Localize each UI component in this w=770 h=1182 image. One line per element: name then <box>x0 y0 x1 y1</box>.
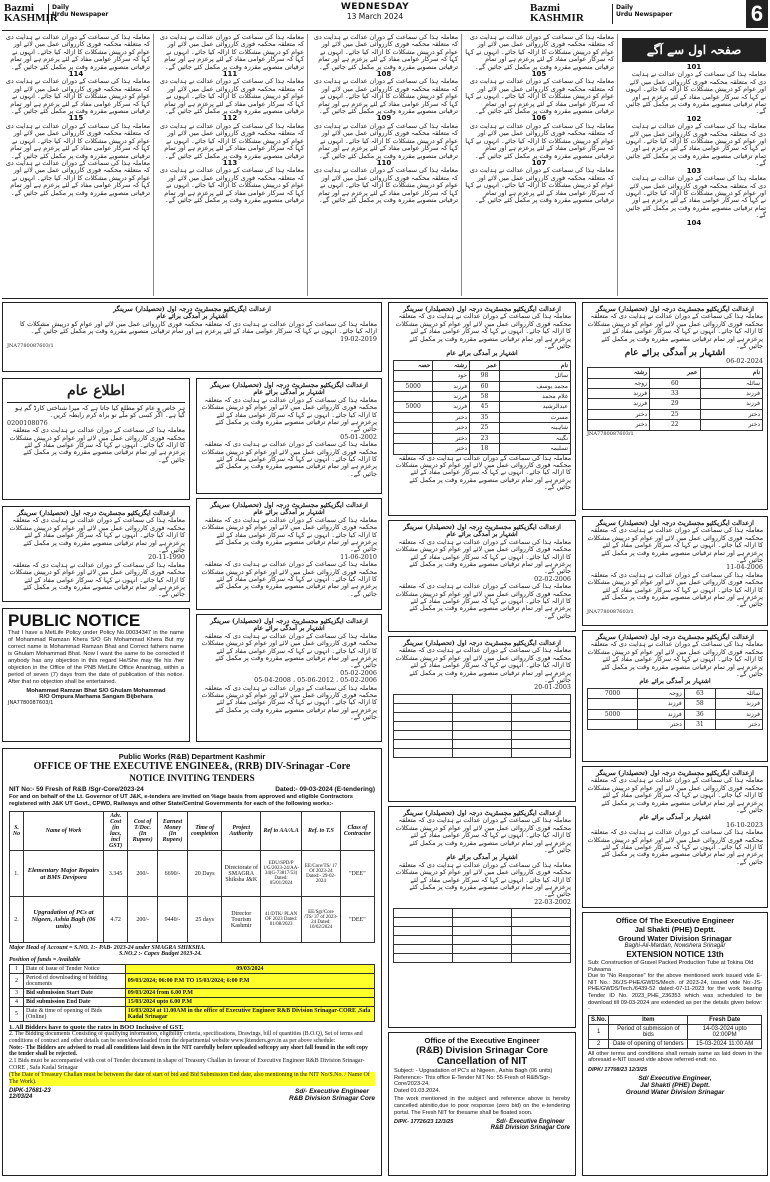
cancel-body: The work mentioned in the subject and reference above is hereby cancelled abinitio,due to poor response (zero bid) on the e-tendering portal. The Fresh NIT for thesame shall be floated soon. <box>394 1096 570 1116</box>
notice-body: معاملہ ہذا کی سماعت کے دوران عدالت نے ہدایت دی کہ متعلقہ محکمہ فوری کارروائی عمل میں لائے اور عوام کو درپیش مشکلات کا ازالہ کیا جائے۔ انہوں نے کہا کہ سرکار عوامی مفاد کے لئے پرعزم ہے اور تمام ترقیاتی منصوبے مقررہ وقت پر مکمل کئے جائیں گے۔ <box>9 560 185 599</box>
article-text: معاملہ ہذا کی سماعت کے دوران عدالت نے ہدایت دی کہ متعلقہ محکمہ فوری کارروائی عمل میں لائے اور عوام کو درپیش مشکلات کا ازالہ کیا جائے۔ انہوں نے کہا کہ سرکار عوامی مفاد کے لئے پرعزم ہے اور تمام ترقیاتی منصوبے مقررہ وقت پر مکمل کئے جائیں گے۔ <box>465 34 614 71</box>
tender-major-head: Major Head of Account = S.NO. 1:- PAB- 2023-24 under SMAGRA SHIKSHA. <box>9 945 206 951</box>
notice-date: 20-11-1990 <box>148 553 185 562</box>
article-number: 112 <box>222 114 238 123</box>
notice-date: 06-02-2024 <box>726 356 763 365</box>
jal-title-2: Jal Shakti (PHE) Deptt. <box>634 925 716 934</box>
court-header: ازعدالت ایگزیکٹیو مجسٹریٹ درجہ اول (تحصیلدار) سرینگر <box>113 305 271 313</box>
table-row: فرزند 58 فرزند <box>588 699 763 709</box>
court-header: ازعدالت ایگزیکٹیو مجسٹریٹ درجہ اول (تحصیلدار) سرینگر <box>596 305 754 313</box>
tender-note-1: 1. All Bidders have to quote the rates in BOO Inclusive of GST. <box>9 1024 184 1031</box>
col-header: Ref to AA/A.A <box>261 812 302 851</box>
logo-kashmir: KASHMIR <box>4 12 58 24</box>
article-text: معاملہ ہذا کی سماعت کے دوران عدالت نے ہدایت دی کہ متعلقہ محکمہ فوری کارروائی عمل میں لائے اور عوام کو درپیش مشکلات کا ازالہ کیا جائے۔ انہوں نے کہا کہ سرکار عوامی مفاد کے لئے پرعزم ہے اور تمام ترقیاتی منصوبے مقررہ وقت پر مکمل کئے جائیں گے۔ <box>313 121 458 160</box>
legal-notice-5 <box>196 614 382 742</box>
jal-footer: All other terms and conditions shall remain same as laid down in the aforesaid e-NIT issued vide above referred endt: no. <box>588 1050 762 1064</box>
court-header: ازعدالت ایگزیکٹیو مجسٹریٹ درجہ اول (تحصیلدار) سرینگر <box>210 381 368 389</box>
table-row: 1. Elementary Major Repairs at BMS Devipora 3.345 200/- 6690/- 20 Days Directorate of SMAGRA Shiksha J&K EDU/SPD/P 1/G/2023-24/AA-34(G-73817/53) Dated: 05/01/2024 EE/Core/TS/ 17 Of 2023-24 Dated:- 29-02-2024 "DEE" <box>10 851 375 897</box>
notice-body: معاملہ ہذا کی سماعت کے دوران عدالت نے ہدایت دی کہ متعلقہ محکمہ فوری کارروائی عمل میں لائے اور عوام کو درپیش مشکلات کا ازالہ کیا جائے۔ انہوں نے کہا کہ سرکار عوامی مفاد کے لئے پرعزم ہے اور تمام ترقیاتی منصوبے مقررہ وقت پر مکمل کئے جائیں گے۔ <box>201 631 377 670</box>
article-number: 115 <box>68 114 84 123</box>
logo-bazmi: Bazmi <box>4 2 34 14</box>
col-header: Adv. Cost (in lacs, incl GST) <box>104 812 128 851</box>
col-header: Fresh Date <box>688 1015 762 1024</box>
cancellation-notice <box>388 1032 576 1176</box>
notice-date: 11-04-2006 <box>726 563 763 572</box>
article-column-4 <box>464 34 614 296</box>
notice-body: معاملہ ہذا کی سماعت کے دوران عدالت نے ہدایت دی کہ متعلقہ محکمہ فوری کارروائی عمل میں لائے اور عوام کو درپیش مشکلات کا ازالہ کیا جائے۔ انہوں نے کہا کہ سرکار عوامی مفاد کے لئے پرعزم ہے اور تمام ترقیاتی منصوبے مقررہ وقت پر مکمل کئے جائیں گے۔ <box>395 860 571 899</box>
page-number: 6 <box>746 0 768 28</box>
notice-body: معاملہ ہذا کی سماعت کے دوران عدالت نے ہدایت دی کہ متعلقہ محکمہ فوری کارروائی عمل میں لائے اور عوام کو درپیش مشکلات کا ازالہ کیا جائے۔ انہوں نے کہا کہ سرکار عوامی مفاد کے لئے پرعزم ہے اور تمام ترقیاتی منصوبے مقررہ وقت پر مکمل کئے جائیں گے۔ <box>587 312 763 351</box>
col-header: رشتہ <box>433 360 470 370</box>
notice-title: اشتہار بر آمدگی برائے عام <box>253 508 325 517</box>
table-row: مسرت 35 دختر <box>394 412 571 422</box>
notice-title: اشتہار بر آمدگی برائے عام <box>624 348 726 359</box>
notice-body: معاملہ ہذا کی سماعت کے دوران عدالت نے ہدایت دی کہ متعلقہ محکمہ فوری کارروائی عمل میں لائے اور عوام کو درپیش مشکلات کا ازالہ کیا جائے۔ انہوں نے کہا کہ سرکار عوامی مفاد کے لئے پرعزم ہے اور تمام ترقیاتی منصوبے مقررہ وقت پر مکمل کئے جائیں گے۔ <box>395 582 571 620</box>
tender-note-2: 2. The Bidding documents Consisting of qualifying information, eligibility criteria, specifications, Drawings, bill of quantities (B.O.Q), Set of terms and conditions of contract and other details can be seen/downloaded from the departmental website www.jktenders.gov.in as per above schedule: <box>9 1031 363 1044</box>
court-header: ازعدالت ایگزیکٹیو مجسٹریٹ درجہ اول (تحصیلدار) سرینگر <box>596 769 754 777</box>
notice-body: معاملہ ہذا کی سماعت کے دوران عدالت نے ہدایت دی کہ متعلقہ محکمہ فوری کارروائی عمل میں لائے اور عوام کو درپیش مشکلات کا ازالہ کیا جائے۔ انہوں نے کہا کہ سرکار عوامی مفاد کے لئے پرعزم ہے اور تمام ترقیاتی منصوبے مقررہ وقت پر مکمل کئے جائیں گے۔ <box>9 516 185 555</box>
article-number: 106 <box>531 114 547 123</box>
dipk-date: 12/03/24 <box>9 1094 33 1101</box>
table-row: فرزند 36 فرزند 5000 <box>588 709 763 719</box>
legal-notice-7 <box>388 636 576 802</box>
notice-body: معاملہ ہذا کی سماعت کے دوران عدالت نے ہدایت دی کہ متعلقہ محکمہ فوری کارروائی عمل میں لائے اور عوام کو درپیش مشکلات کا ازالہ کیا جائے۔ انہوں نے کہا کہ سرکار عوامی مفاد کے لئے پرعزم ہے اور تمام ترقیاتی منصوبے مقررہ وقت پر مکمل کئے جائیں گے۔ <box>201 560 377 598</box>
court-header: ازعدالت ایگزیکٹیو مجسٹریٹ درجہ اول (تحصیلدار) سرینگر <box>17 509 175 517</box>
article-text: معاملہ ہذا کی سماعت کے دوران عدالت نے ہدایت دی کہ متعلقہ محکمہ فوری کارروائی عمل میں لائے اور عوام کو درپیش مشکلات کا ازالہ کیا جائے۔ انہوں نے کہا کہ سرکار عوامی مفاد کے لئے پرعزم ہے اور تمام ترقیاتی منصوبے مقررہ وقت پر مکمل کئے جائیں گے۔ <box>313 77 458 116</box>
article-text: معاملہ ہذا کی سماعت کے دوران عدالت نے ہدایت دی کہ متعلقہ محکمہ فوری کارروائی عمل میں لائے اور عوام کو درپیش مشکلات کا ازالہ کیا جائے۔ انہوں نے کہا کہ سرکار عوامی مفاد کے لئے پرعزم ہے اور تمام ترقیاتی منصوبے مقررہ وقت پر مکمل کئے جائیں گے۔ <box>159 166 304 204</box>
heirs-table-c <box>587 688 763 731</box>
notice-date: 11-06-2010 <box>340 552 377 561</box>
tender-notice <box>2 748 382 1176</box>
table-row: سائلہ 63 زوجہ 7000 <box>588 688 763 698</box>
public-notice-address: R/O Ompura Marhama Sangam Bijbehara <box>39 694 153 700</box>
table-row: 2. Upgradation of PCs at Nigeen, Ashia Bagh (06 units) 4.72 200/- 9440/- 25 days Director Tourism Kashmir 41/DTK/ PLAN OF 2023 Dated: 01/08/2023 EE/Sgr/Core /TS/ 37 of 2023-24 Dated: 10/02/2024 "DEE" <box>10 897 375 943</box>
dipk-code: DIPK/ 17708/23 <box>588 1066 628 1073</box>
tender-major-head-2: S.NO.2 :- Capex Budget 2023-24. <box>119 951 202 957</box>
col-header: عمر <box>650 368 700 378</box>
col-header: نام <box>700 368 762 378</box>
article-column-5 <box>622 64 766 296</box>
notice-body: معاملہ ہذا کی سماعت کے دوران عدالت نے ہدایت دی کہ متعلقہ محکمہ فوری کارروائی عمل میں لائے اور عوام کو درپیش مشکلات کا ازالہ کیا جائے۔ انہوں نے کہا کہ سرکار عوامی مفاد کے لئے پرعزم ہے اور تمام ترقیاتی منصوبے مقررہ وقت پر مکمل کئے جائیں گے۔ <box>395 646 571 685</box>
col-header: Ref. to T.S <box>302 812 341 851</box>
table-row: 1 Date of Issue of Tender Notice 09/03/2024 <box>10 965 375 974</box>
table-row: 4 Bid submission End Date 15/03/2024 upto 6.00 P.M <box>10 998 375 1007</box>
col-header: Time of completion <box>187 812 221 851</box>
table-row: شاہینہ 25 دختر <box>394 423 571 433</box>
table-row: 5 Date & time of opening of Bids (Online) 16/03/2024 at 11.00AM in the office of Executive Engineer R&B Division Srinagar-CORE ,Safa Kadal Srinagar <box>10 1007 375 1022</box>
col-header: حصہ <box>394 360 433 370</box>
court-header: ازعدالت ایگزیکٹیو مجسٹریٹ درجہ اول (تحصیلدار) سرینگر <box>403 809 561 817</box>
ad-code: JNA7780087603/1 <box>7 343 54 350</box>
col-header: S.No. <box>589 1015 609 1024</box>
table-row: دختر 25 دختر <box>588 409 763 419</box>
notice-body: معاملہ ہذا کی سماعت کے دوران عدالت نے ہدایت دی کہ متعلقہ محکمہ فوری کارروائی عمل میں لائے اور عوام کو درپیش مشکلات کا ازالہ کیا جائے۔ انہوں نے کہا کہ سرکار عوامی مفاد کے لئے پرعزم ہے اور تمام ترقیاتی منصوبے مقررہ وقت پر مکمل کئے جائیں گے۔ <box>395 312 571 351</box>
tender-department: Public Works (R&B) Department Kashmir <box>118 752 266 761</box>
legal-notice-table-c <box>582 630 768 762</box>
table-row: عبدالرشید 45 فرزند 5000 <box>394 402 571 412</box>
article-text: معاملہ ہذا کی سماعت کے دوران عدالت نے ہدایت دی کہ متعلقہ محکمہ فوری کارروائی عمل میں لائے اور عوام کو درپیش مشکلات کا ازالہ کیا جائے۔ انہوں نے کہا کہ سرکار عوامی مفاد کے لئے پرعزم ہے اور تمام ترقیاتی منصوبے مقررہ وقت پر مکمل کئے جائیں گے۔ <box>313 166 458 204</box>
table-row: دختر 31 دختر <box>588 720 763 730</box>
court-header: ازعدالت ایگزیکٹیو مجسٹریٹ درجہ اول (تحصیلدار) سرینگر <box>596 633 754 641</box>
notice-title: اشتہار بر آمدگی برائے عام <box>253 624 325 633</box>
table-row: تسلیمہ 18 دختر <box>394 444 571 454</box>
col-header: S. No <box>10 812 24 851</box>
masthead-logo-left <box>4 2 58 24</box>
court-header: ازعدالت ایگزیکٹیو مجسٹریٹ درجہ اول (تحصیلدار) سرینگر <box>403 639 561 647</box>
masthead-date: 13 March 2024 <box>346 12 404 21</box>
tender-nit-number: NIT No:- 59 Fresh of R&B /Sgr-Core/2023-24 <box>9 786 144 793</box>
article-number: 114 <box>68 70 84 79</box>
jal-address: Baghi-Ali-Mardan, Nowshera Srinagar <box>624 943 726 949</box>
notice-date-list: 05-02-2006 ، 05-06-2012 ، 05-04-2008 <box>254 676 377 685</box>
jal-extension-title: EXTENSION NOTICE 13th <box>626 950 724 959</box>
notice-body: معاملہ ہذا کی سماعت کے دوران عدالت نے ہدایت دی کہ متعلقہ محکمہ فوری کارروائی عمل میں لائے اور عوام کو درپیش مشکلات کا ازالہ کیا جائے۔ انہوں نے کہا کہ سرکار عوامی مفاد کے لئے پرعزم ہے اور تمام ترقیاتی منصوبے مقررہ وقت پر مکمل کئے جائیں گے۔ <box>201 440 377 478</box>
jal-title-3: Ground Water Division Srinagar <box>618 934 732 943</box>
legal-notice-2 <box>196 378 382 494</box>
legal-notice-4 <box>196 498 382 610</box>
masthead-urdu-newspaper: Urdu Newspaper <box>52 11 109 18</box>
col-header: Item <box>609 1015 688 1024</box>
dipk-date: 12/3/25 <box>628 1066 648 1073</box>
article-number: 108 <box>376 70 392 79</box>
notice-title: اشتہار بر آمدگی برائے عام <box>639 677 711 686</box>
col-header: Project Authority <box>222 812 261 851</box>
table-row: 2 Date of opening of tenders 15-03-2024 11:00 AM <box>589 1039 762 1048</box>
table-row: محمد یوسف 60 فرزند 5000 <box>394 381 571 391</box>
front-page-continuations <box>2 34 768 296</box>
table-row: غلام محمد 58 فرزند <box>394 392 571 402</box>
public-notice-body: That I have a MetLife Policy under Policy No.00034347 in the name of Mohammad Ramzan Khera S/O Gh Mohammad Khera But my correct name is Mohammad Ramzan Bhat and Correct fathers name is Ghulam Mohammad Bhat. Now I want the same to be corrected if anybody has any objection in this regard He/She may file his /her objection in the Office of the PNB MetLife Office Anantnag, within a period of seven (7) days from the date of publication of this notice. After that no objection shall be entertained. <box>8 630 184 685</box>
notice-title: اشتہار بر آمدگی برائے عام <box>446 530 518 539</box>
col-header: Earnest Money (In Rupees) <box>158 812 188 851</box>
article-column-1 <box>2 34 150 296</box>
court-header: ازعدالت ایگزیکٹیو مجسٹریٹ درجہ اول (تحصیلدار) سرینگر <box>403 523 561 531</box>
notice-body: معاملہ ہذا کی سماعت کے دوران عدالت نے ہدایت دی کہ متعلقہ محکمہ فوری کارروائی عمل میں لائے اور عوام کو درپیش مشکلات کا ازالہ کیا جائے۔ انہوں نے کہا کہ سرکار عوامی مفاد کے لئے پرعزم ہے اور تمام ترقیاتی منصوبے مقررہ وقت پر مکمل کئے جائیں گے۔ <box>587 526 763 565</box>
dipk-code: DIPK- 17726/23 <box>394 1119 434 1126</box>
public-info-title: اطلاع عام <box>67 383 125 399</box>
col-header: Cost of T/Doc. (In Rupees) <box>128 812 158 851</box>
cancel-reference: Reference:- This office E-Tender NIT No: 55 Fresh of R&B/Sgr-Core/2023-24. <box>394 1074 551 1088</box>
court-header: ازعدالت ایگزیکٹیو مجسٹریٹ درجہ اول (تحصیلدار) سرینگر <box>210 501 368 509</box>
front-page-banner: صفحہ اول سے آگے <box>622 38 766 62</box>
cancel-subject: Subject: - Upgradation of PC's at Nigeen , Ashia Bagh (06 units) <box>394 1068 553 1074</box>
court-header: ازعدالت ایگزیکٹیو مجسٹریٹ درجہ اول (تحصیلدار) سرینگر <box>596 519 754 527</box>
heirs-table <box>393 360 571 455</box>
logo-kashmir-right: KASHMIR <box>530 12 584 24</box>
tender-subtitle: NOTICE INVITING TENDERS <box>129 773 255 783</box>
notice-date: 22-03-2002 <box>534 897 571 906</box>
legal-notice-10 <box>582 766 768 908</box>
public-info-notice <box>2 378 190 500</box>
article-text: معاملہ ہذا کی سماعت کے دوران عدالت نے ہدایت دی کہ متعلقہ محکمہ فوری کارروائی عمل میں لائے اور عوام کو درپیش مشکلات کا ازالہ کیا جائے۔ انہوں نے کہا کہ سرکار عوامی مفاد کے لئے پرعزم ہے اور تمام ترقیاتی منصوبے مقررہ وقت پر مکمل کئے جائیں گے۔ <box>159 34 304 71</box>
legal-notice-9 <box>582 516 768 626</box>
article-text: معاملہ ہذا کی سماعت کے دوران عدالت نے ہدایت دی کہ متعلقہ محکمہ فوری کارروائی عمل میں لائے اور عوام کو درپیش مشکلات کا ازالہ کیا جائے۔ انہوں نے کہا کہ سرکار عوامی مفاد کے لئے پرعزم ہے اور تمام ترقیاتی منصوبے مقررہ وقت پر مکمل کئے جائیں گے۔ <box>465 166 614 204</box>
table-row: فرزند 33 فرزند <box>588 389 763 399</box>
article-text: معاملہ ہذا کی سماعت کے دوران عدالت نے ہدایت دی کہ متعلقہ محکمہ فوری کارروائی عمل میں لائے اور عوام کو درپیش مشکلات کا ازالہ کیا جائے۔ انہوں نے کہا کہ سرکار عوامی مفاد کے لئے پرعزم ہے اور تمام ترقیاتی منصوبے مقررہ وقت پر مکمل کئے جائیں گے۔ <box>159 77 304 116</box>
notice-date: 05-01-2002 <box>340 432 377 441</box>
notice-title: اشتہار بر آمدگی برائے عام <box>446 853 518 862</box>
legal-notice-8 <box>388 806 576 1028</box>
notice-title: اشتہار بر آمدگی برائے عام <box>639 813 711 822</box>
table-row: فرزند 29 فرزند <box>588 399 763 409</box>
col-header: Name of Work <box>24 812 104 851</box>
tender-note-5: (The Date of Treasury Challan must be between the date of start of bid and Bid Submission End date, also mentioning in the NIT No/S.No. / Name Of The Work). <box>9 1072 375 1086</box>
jal-title-1: Office Of The Executive Engineer <box>615 916 735 925</box>
masthead-daily: Daily <box>52 4 70 11</box>
public-info-body: ہر خاص و عام کو مطلع کیا جاتا ہے کہ میرا شناختی کارڈ گم ہو گیا ہے۔ اگر کسی کو ملے تو براہ کرم رابطہ کریں۔ <box>15 404 185 420</box>
notice-body: معاملہ ہذا کی سماعت کے دوران عدالت نے ہدایت دی کہ متعلقہ محکمہ فوری کارروائی عمل میں لائے اور عوام کو درپیش مشکلات کا ازالہ کیا جائے۔ انہوں نے کہا کہ سرکار عوامی مفاد کے لئے پرعزم ہے اور تمام ترقیاتی منصوبے مقررہ وقت پر مکمل کئے جائیں گے۔ <box>201 515 377 554</box>
table-row: 1 Period of submission of bids 14-03-2024 upto 02:00PM <box>589 1024 762 1039</box>
table-row: دختر 22 دختر <box>588 420 763 430</box>
article-text: معاملہ ہذا کی سماعت کے دوران عدالت نے ہدایت دی کہ متعلقہ محکمہ فوری کارروائی عمل میں لائے اور عوام کو درپیش مشکلات کا ازالہ کیا جائے۔ انہوں نے کہا کہ سرکار عوامی مفاد کے لئے پرعزم ہے اور تمام ترقیاتی منصوبے مقررہ وقت پر مکمل کئے جائیں گے۔ <box>5 34 150 71</box>
notice-title: اشتہار بر آمدگی برائے عام <box>446 349 518 358</box>
article-number: 101 <box>686 64 702 71</box>
article-text: معاملہ ہذا کی سماعت کے دوران عدالت نے ہدایت دی کہ متعلقہ محکمہ فوری کارروائی عمل میں لائے اور عوام کو درپیش مشکلات کا ازالہ کیا جائے۔ انہوں نے کہا کہ سرکار عوامی مفاد کے لئے پرعزم ہے اور تمام ترقیاتی منصوبے مقررہ وقت پر مکمل کئے جائیں گے۔ <box>625 70 766 116</box>
public-notice-title: PUBLIC NOTICE <box>8 611 141 630</box>
article-number: 110 <box>376 158 392 167</box>
masthead-day: WEDNESDAY <box>340 2 410 12</box>
col-header: رشتہ <box>588 368 650 378</box>
tender-office: OFFICE OF THE EXECUTIVE ENGINEE&, (RRB) DIV-Srinagar -Core <box>33 761 351 772</box>
article-text: معاملہ ہذا کی سماعت کے دوران عدالت نے ہدایت دی کہ متعلقہ محکمہ فوری کارروائی عمل میں لائے اور عوام کو درپیش مشکلات کا ازالہ کیا جائے۔ انہوں نے کہا کہ سرکار عوامی مفاد کے لئے پرعزم ہے اور تمام ترقیاتی منصوبے مقررہ وقت پر مکمل کئے جائیں گے۔ <box>5 158 150 197</box>
article-column-3 <box>310 34 458 296</box>
article-text: معاملہ ہذا کی سماعت کے دوران عدالت نے ہدایت دی کہ متعلقہ محکمہ فوری کارروائی عمل میں لائے اور عوام کو درپیش مشکلات کا ازالہ کیا جائے۔ انہوں نے کہا کہ سرکار عوامی مفاد کے لئے پرعزم ہے اور تمام ترقیاتی منصوبے مقررہ وقت پر مکمل کئے جائیں گے۔ <box>313 34 458 71</box>
article-text: معاملہ ہذا کی سماعت کے دوران عدالت نے ہدایت دی کہ متعلقہ محکمہ فوری کارروائی عمل میں لائے اور عوام کو درپیش مشکلات کا ازالہ کیا جائے۔ انہوں نے کہا کہ سرکار عوامی مفاد کے لئے پرعزم ہے اور تمام ترقیاتی منصوبے مقررہ وقت پر مکمل کئے جائیں گے۔ <box>465 121 614 160</box>
signature-office: Ground Water Division Srinagar <box>625 1088 725 1096</box>
signature-office: R&B Division Srinagar Core <box>289 1095 375 1103</box>
notice-body: معاملہ ہذا کی سماعت کے دوران عدالت نے ہدایت دی کہ متعلقہ محکمہ فوری کارروائی عمل میں لائے اور عوام کو درپیش مشکلات کا ازالہ کیا جائے۔ انہوں نے کہا کہ سرکار عوامی مفاد کے لئے پرعزم ہے اور تمام ترقیاتی منصوبے مقررہ وقت پر مکمل کئے جائیں گے۔ <box>201 395 377 434</box>
article-number: 105 <box>531 70 547 79</box>
col-header: Class of Contractor <box>340 812 374 851</box>
heirs-table-small-2 <box>393 908 571 963</box>
dipk-date: 12/3/25 <box>434 1119 454 1126</box>
table-row: نگینہ 23 دختر <box>394 433 571 443</box>
article-number: 107 <box>531 158 547 167</box>
article-text: معاملہ ہذا کی سماعت کے دوران عدالت نے ہدایت دی کہ متعلقہ محکمہ فوری کارروائی عمل میں لائے اور عوام کو درپیش مشکلات کا ازالہ کیا جائے۔ انہوں نے کہا کہ سرکار عوامی مفاد کے لئے پرعزم ہے اور تمام ترقیاتی منصوبے مقررہ وقت پر مکمل کئے جائیں گے۔ <box>625 122 766 168</box>
public-notice <box>2 608 190 742</box>
article-number: 111 <box>222 70 238 79</box>
article-text: معاملہ ہذا کی سماعت کے دوران عدالت نے ہدایت دی کہ متعلقہ محکمہ فوری کارروائی عمل میں لائے اور عوام کو درپیش مشکلات کا ازالہ کیا جائے۔ انہوں نے کہا کہ سرکار عوامی مفاد کے لئے پرعزم ہے اور تمام ترقیاتی منصوبے مقررہ وقت پر مکمل کئے جائیں گے۔ <box>5 121 150 160</box>
cancel-title-1: Office of the Executive Engineer <box>424 1036 540 1045</box>
extension-notice <box>582 912 768 1176</box>
notice-title: اشتہار بر آمدگی برائے عام <box>156 312 228 321</box>
cancel-title-3: Cancellation of NIT <box>436 1056 528 1067</box>
jal-body: Due to "No Response" for the above mentioned work issued vide E- NIT No.: 36/JS-PHE/GWDS/Mech. of 2023-24, issued vide No:-JS-PHE/GWDS/Tech./6439-52 dated:-07-11-2023 for the work bearing Tender ID No. 2023_PHE_236353 which was scheduled to be download till 09-03-2024 are extended as per the details given below: - <box>588 973 762 1013</box>
public-info-phone: 0200108076 <box>7 418 48 427</box>
article-text: معاملہ ہذا کی سماعت کے دوران عدالت نے ہدایت دی کہ متعلقہ محکمہ فوری کارروائی عمل میں لائے اور عوام کو درپیش مشکلات کا ازالہ کیا جائے۔ انہوں نے کہا کہ سرکار عوامی مفاد کے لئے پرعزم ہے اور تمام ترقیاتی منصوبے مقررہ وقت پر مکمل کئے جائیں گے۔ <box>159 121 304 160</box>
col-header: نام <box>499 360 570 370</box>
dipk-code: DIPK-17681-23 <box>9 1088 51 1095</box>
signature-title: Sd/- Executive Engineer <box>496 1119 565 1126</box>
notice-footer: معاملہ ہذا کی سماعت کے دوران عدالت نے ہدایت دی کہ متعلقہ محکمہ فوری کارروائی عمل میں لائے اور عوام کو درپیش مشکلات کا ازالہ کیا جائے۔ انہوں نے کہا کہ سرکار عوامی مفاد کے لئے پرعزم ہے اور تمام ترقیاتی منصوبے مقررہ وقت پر مکمل کئے جائیں گے۔ <box>395 453 571 492</box>
cancel-title-2: (R&B) Division Srinagar Core <box>416 1045 548 1056</box>
legal-notice-table-a <box>388 302 576 516</box>
notice-body: معاملہ ہذا کی سماعت کے دوران عدالت نے ہدایت دی کہ متعلقہ محکمہ فوری کارروائی عمل میں لائے اور عوام کو درپیش مشکلات کا ازالہ کیا جائے۔ انہوں نے کہا کہ سرکار عوامی مفاد کے لئے پرعزم ہے اور تمام ترقیاتی منصوبے مقررہ وقت پر مکمل کئے جائیں گے۔ <box>587 640 763 679</box>
article-text: معاملہ ہذا کی سماعت کے دوران عدالت نے ہدایت دی کہ متعلقہ محکمہ فوری کارروائی عمل میں لائے اور عوام کو درپیش مشکلات کا ازالہ کیا جائے۔ انہوں نے کہا کہ سرکار عوامی مفاد کے لئے پرعزم ہے اور تمام ترقیاتی منصوبے مقررہ وقت پر مکمل کئے جائیں گے۔ <box>465 77 614 116</box>
notice-body: معاملہ ہذا کی سماعت کے دوران عدالت نے ہدایت دی کہ متعلقہ محکمہ فوری کارروائی عمل میں لائے اور عوام کو درپیش مشکلات کا ازالہ کیا جائے۔ انہوں نے کہا کہ سرکار عوامی مفاد کے لئے پرعزم ہے اور تمام ترقیاتی منصوبے مقررہ وقت پر مکمل کئے جائیں گے۔ <box>587 776 763 815</box>
notice-body: معاملہ ہذا کی سماعت کے دوران عدالت نے ہدایت دی کہ متعلقہ محکمہ فوری کارروائی عمل میں لائے اور عوام کو درپیش مشکلات کا ازالہ کیا جائے۔ انہوں نے کہا کہ سرکار عوامی مفاد کے لئے پرعزم ہے اور تمام ترقیاتی منصوبے مقررہ وقت پر مکمل کئے جائیں گے۔ <box>19 319 377 336</box>
legal-notice-6 <box>388 520 576 632</box>
tender-funds: Position of funds = Available <box>9 957 81 963</box>
tender-note-4: 2.1 Bids must be accompanied with cost of Tender document in shape of Treasury Challan in favour of Executive Engineer R&B Division Srinagar-CORE , Safa Kadal Srinagar <box>9 1058 365 1072</box>
masthead-daily-right: Daily <box>616 4 634 11</box>
heirs-table-small <box>393 694 571 758</box>
notice-body: معاملہ ہذا کی سماعت کے دوران عدالت نے ہدایت دی کہ متعلقہ محکمہ فوری کارروائی عمل میں لائے اور عوام کو درپیش مشکلات کا ازالہ کیا جائے۔ انہوں نے کہا کہ سرکار عوامی مفاد کے لئے پرعزم ہے اور تمام ترقیاتی منصوبے مقررہ وقت پر مکمل کئے جائیں گے۔ <box>587 570 763 609</box>
notice-title: اشتہار بر آمدگی برائے عام <box>253 388 325 397</box>
notice-body: معاملہ ہذا کی سماعت کے دوران عدالت نے ہدایت دی کہ متعلقہ محکمہ فوری کارروائی عمل میں لائے اور عوام کو درپیش مشکلات کا ازالہ کیا جائے۔ انہوں نے کہا کہ سرکار عوامی مفاد کے لئے پرعزم ہے اور تمام ترقیاتی منصوبے مقررہ وقت پر مکمل کئے جائیں گے۔ <box>395 537 571 576</box>
notice-date: 20-01-2003 <box>534 683 571 692</box>
public-info-body-2: معاملہ ہذا کی سماعت کے دوران عدالت نے ہدایت دی کہ متعلقہ محکمہ فوری کارروائی عمل میں لائے اور عوام کو درپیش مشکلات کا ازالہ کیا جائے۔ انہوں نے کہا کہ سرکار عوامی مفاد کے لئے پرعزم ہے اور تمام ترقیاتی منصوبے مقررہ وقت پر مکمل کئے جائیں گے۔ <box>9 426 185 464</box>
tender-schedule-table <box>9 964 375 1022</box>
heirs-table-b <box>587 367 763 430</box>
legal-notice-table-b <box>582 302 768 510</box>
jal-subject: Sub: Construction of Gravel Packed Production Tube at Tokina Old Pulwama <box>588 960 754 973</box>
notice-date: 19-02-2019 <box>340 334 377 343</box>
signature-title: Sd/ Executive Engineer, <box>638 1074 712 1082</box>
notice-date: 02-02-2006 <box>534 574 571 583</box>
signature-office: R&B Division Srinagar Core <box>490 1125 570 1132</box>
ad-code: JNA7780087603/1 <box>587 608 634 615</box>
article-text: معاملہ ہذا کی سماعت کے دوران عدالت نے ہدایت دی کہ متعلقہ محکمہ فوری کارروائی عمل میں لائے اور عوام کو درپیش مشکلات کا ازالہ کیا جائے۔ انہوں نے کہا کہ سرکار عوامی مفاد کے لئے پرعزم ہے اور تمام ترقیاتی منصوبے مقررہ وقت پر مکمل کئے جائیں گے۔ <box>625 174 766 220</box>
article-number: 109 <box>376 114 392 123</box>
article-number: 113 <box>222 158 238 167</box>
notice-body: معاملہ ہذا کی سماعت کے دوران عدالت نے ہدایت دی کہ متعلقہ محکمہ فوری کارروائی عمل میں لائے اور عوام کو درپیش مشکلات کا ازالہ کیا جائے۔ انہوں نے کہا کہ سرکار عوامی مفاد کے لئے پرعزم ہے اور تمام ترقیاتی منصوبے مقررہ وقت پر مکمل کئے جائیں گے۔ <box>201 683 377 722</box>
tender-works-table <box>9 811 375 943</box>
article-number: 104 <box>686 218 702 227</box>
legal-notice-3 <box>2 506 190 602</box>
ad-code: JNA7780087603/1 <box>8 700 54 706</box>
masthead-urdu-newspaper-right: Urdu Newspaper <box>616 11 673 18</box>
table-row: 2 Period of downloading of bidding documents 09/03/2024; 06:00 P.M TO 15/03/2024; 6:00 P.M <box>10 974 375 989</box>
public-notice-signature: Mohammad Ramzan Bhat S/O Ghulam Mohammad <box>26 688 166 694</box>
notice-body: معاملہ ہذا کی سماعت کے دوران عدالت نے ہدایت دی کہ متعلقہ محکمہ فوری کارروائی عمل میں لائے اور عوام کو درپیش مشکلات کا ازالہ کیا جائے۔ انہوں نے کہا کہ سرکار عوامی مفاد کے لئے پرعزم ہے اور تمام ترقیاتی منصوبے مقررہ وقت پر مکمل کئے جائیں گے۔ <box>587 828 763 866</box>
logo-bazmi-right: Bazmi <box>530 2 560 14</box>
article-number: 103 <box>686 166 702 175</box>
legal-notice-top <box>2 302 382 372</box>
tender-intro: For and on behalf of the Lt. Governor of UT J&K, e-tenders are invited on %age basis from approved and eligible Contractors registered with J&K UT Govt., CPWD, Railways and other State/Central Governments for each of the following works:- <box>9 794 353 807</box>
tender-note-3: Note:- The Bidders are advised to read all conditions laid down in the NIT carefully before uploaded softcopy any short fall found in the soft copy the tender shall be rejected. <box>9 1044 368 1058</box>
notice-date: 05-02-2006 <box>340 668 377 677</box>
tender-nit-date: Dated:- 09-03-2024 (E-tendering) <box>275 786 375 793</box>
article-text: معاملہ ہذا کی سماعت کے دوران عدالت نے ہدایت دی کہ متعلقہ محکمہ فوری کارروائی عمل میں لائے اور عوام کو درپیش مشکلات کا ازالہ کیا جائے۔ انہوں نے کہا کہ سرکار عوامی مفاد کے لئے پرعزم ہے اور تمام ترقیاتی منصوبے مقررہ وقت پر مکمل کئے جائیں گے۔ <box>5 77 150 116</box>
court-header: ازعدالت ایگزیکٹیو مجسٹریٹ درجہ اول (تحصیلدار) سرینگر <box>210 617 368 625</box>
extension-table <box>588 1015 762 1049</box>
article-number: 102 <box>686 114 702 123</box>
ad-code: JNA7780087603/1 <box>587 430 634 437</box>
article-column-2 <box>156 34 304 296</box>
signature-title: Sd/- Executive Engineer <box>294 1088 370 1096</box>
masthead-logo-right <box>530 2 584 24</box>
table-row: سائل 98 خود <box>394 371 571 381</box>
table-row: سائلہ 60 زوجہ <box>588 378 763 388</box>
notice-date: 16-10-2023 <box>726 820 763 829</box>
cancel-dated: Dated 01.03.2024. <box>394 1087 441 1094</box>
col-header: عمر <box>470 360 500 370</box>
notice-body: معاملہ ہذا کی سماعت کے دوران عدالت نے ہدایت دی کہ متعلقہ محکمہ فوری کارروائی عمل میں لائے اور عوام کو درپیش مشکلات کا ازالہ کیا جائے۔ انہوں نے کہا کہ سرکار عوامی مفاد کے لئے پرعزم ہے اور تمام ترقیاتی منصوبے مقررہ وقت پر مکمل کئے جائیں گے۔ <box>395 816 571 855</box>
court-header: ازعدالت ایگزیکٹیو مجسٹریٹ درجہ اول (تحصیلدار) سرینگر <box>403 305 561 313</box>
table-row: 3 Bid submission Start Date 09/03/2024 from 6.00 P.M <box>10 989 375 998</box>
signature-dept: Jal Shakti (PHE) Deptt. <box>639 1081 711 1089</box>
